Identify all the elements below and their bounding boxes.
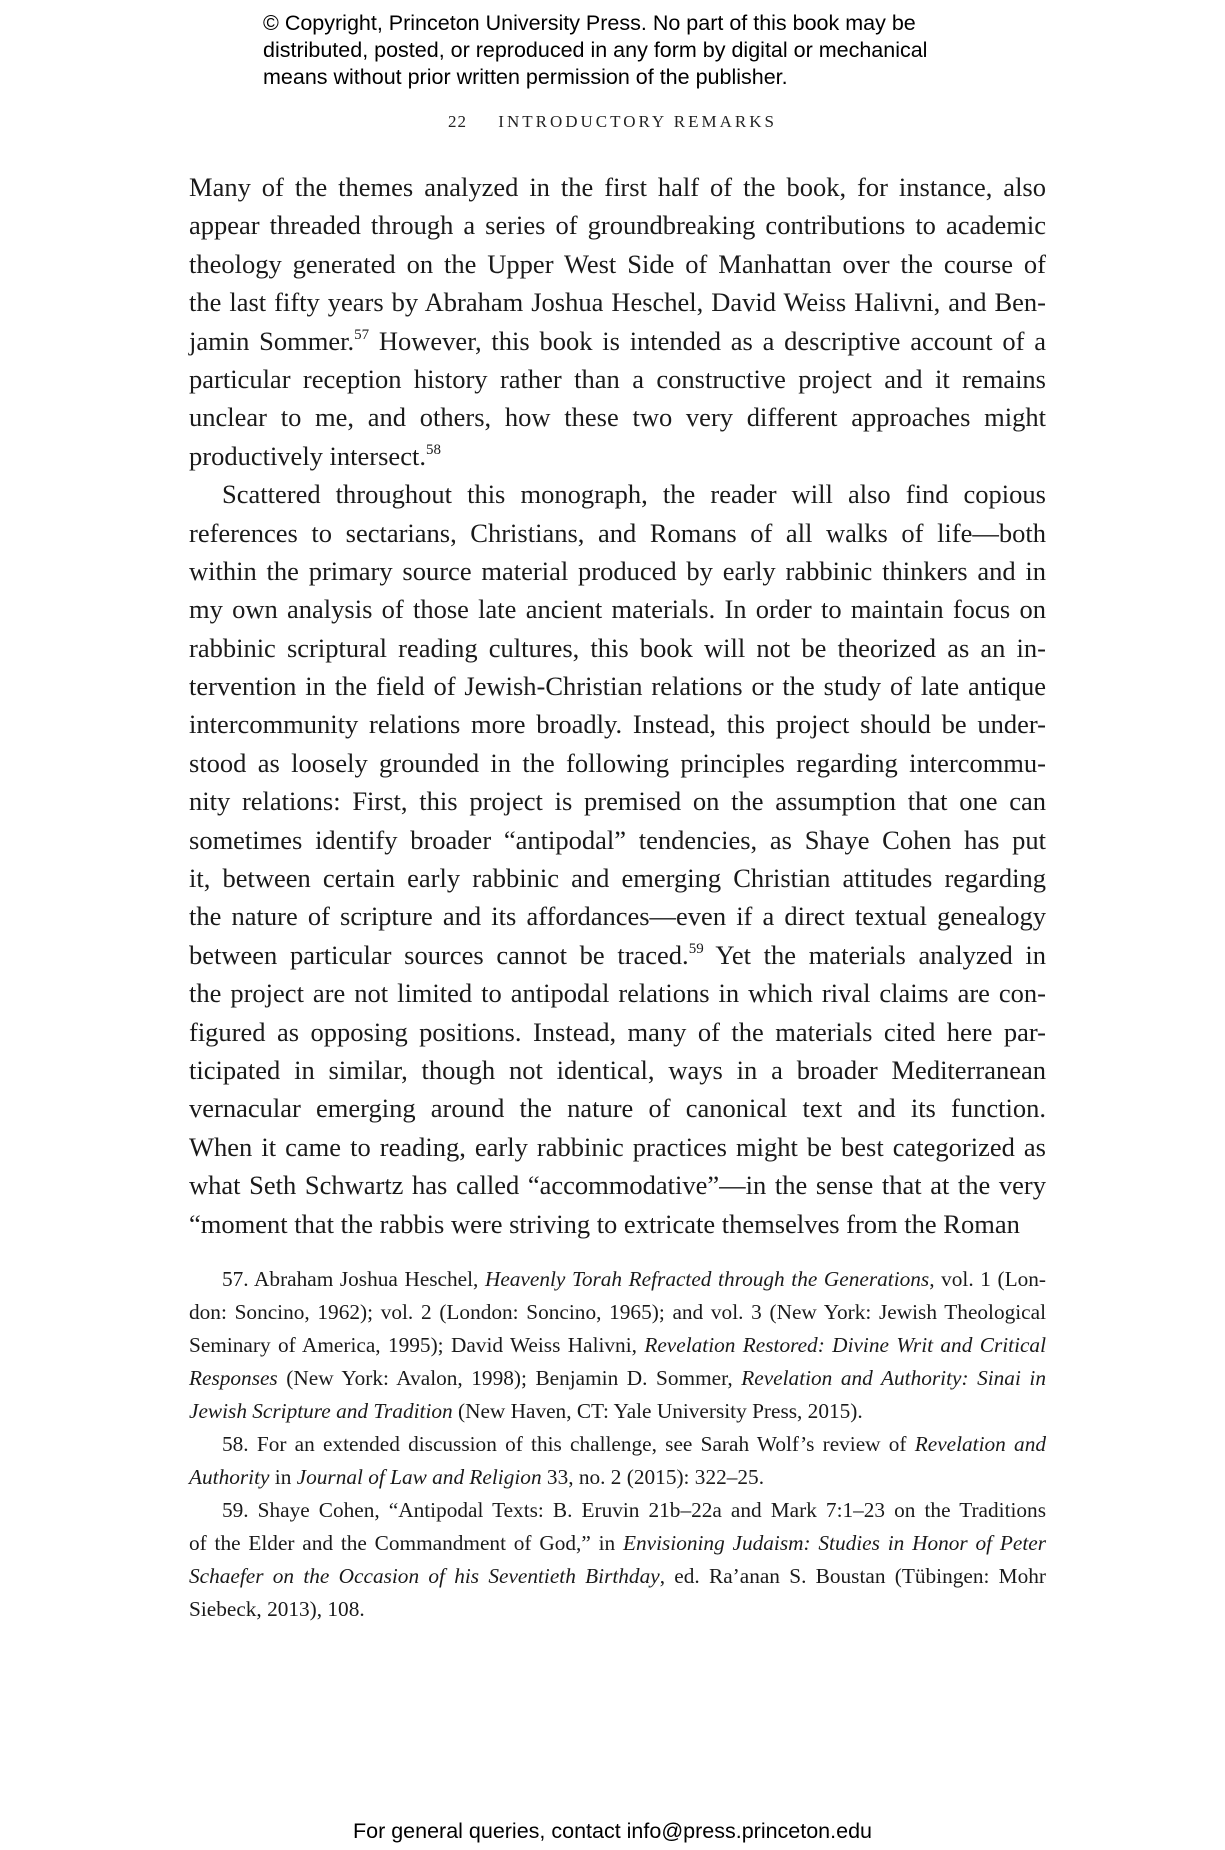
copyright-notice <box>263 10 1023 91</box>
text-line: Many of the themes analyzed in the first half of the book, for instance, also <box>189 172 1046 202</box>
italic-title: Jewish Scripture and Tradition <box>189 1399 453 1423</box>
text-line: figured as opposing positions. Instead, many of the materials cited here par- <box>189 1016 1046 1047</box>
text-line: “moment that the rabbis were striving to extricate themselves from the Roman <box>189 1208 1020 1239</box>
italic-title: Schaefer on the Occasion of his Seventieth Birthday <box>189 1564 660 1588</box>
footnote-line: Jewish Scripture and Tradition (New Haven, CT: Yale University Press, 2015). <box>189 1399 863 1423</box>
text-line: jamin Sommer.$^{57}$ However, this book is intended as a descriptive account of a <box>189 325 1047 356</box>
footer-contact: For general queries, contact info@press.princeton.edu <box>352 1819 872 1843</box>
text-line: sometimes identify broader “antipodal” tendencies, as Shaye Cohen has put <box>189 824 1046 855</box>
footnote-line: of the Elder and the Commandment of God,” in Envisioning Judaism: Studies in Honor of Peter <box>189 1531 1046 1555</box>
italic-title: Authority <box>189 1465 270 1489</box>
text-line: what Seth Schwartz has called “accommodative”—in the sense that at the very <box>189 1170 1046 1201</box>
text-line: ticipated in similar, though not identical, ways in a broader Mediterranean <box>189 1054 1046 1085</box>
copyright-line: means without prior written permission of the publisher. <box>263 65 788 89</box>
text-line: When it came to reading, early rabbinic practices might be best categorized as <box>189 1131 1046 1162</box>
text-line: Scattered throughout this monograph, the reader will also find copious <box>222 479 1046 510</box>
text-line: the project are not limited to antipodal relations in which rival claims are con- <box>189 978 1046 1009</box>
footnote-line: Seminary of America, 1995); David Weiss Halivni, Revelation Restored: Divine Writ and Critical <box>189 1333 1047 1357</box>
footnote <box>189 1263 1046 1428</box>
footnote-line: 58. For an extended discussion of this challenge, see Sarah Wolf’s review of Revelation and <box>222 1432 1046 1456</box>
page-number: 22 <box>448 112 468 131</box>
italic-title: Heavenly Torah Refracted through the Generations, <box>484 1267 935 1291</box>
text-line: particular reception history rather than a constructive project and it remains <box>189 363 1046 394</box>
footnote <box>189 1494 1046 1626</box>
text-line: tervention in the field of Jewish-Christian relations or the study of late antique <box>189 671 1046 702</box>
text-line: within the primary source material produced by early rabbinic thinkers and in <box>189 555 1046 586</box>
text-line: references to sectarians, Christians, and Romans of all walks of life—both <box>189 517 1046 548</box>
italic-title: Responses <box>189 1366 278 1390</box>
footnote-line: 57. Abraham Joshua Heschel, Heavenly Torah Refracted through the Generations, vol. 1 (Lon- <box>222 1267 1046 1291</box>
text-line: the last fifty years by Abraham Joshua Heschel, David Weiss Halivni, and Ben- <box>189 287 1046 318</box>
text-line: between particular sources cannot be traced.$^{59}$ Yet the materials analyzed in <box>189 939 1046 970</box>
footnote-line: Siebeck, 2013), 108. <box>189 1597 365 1621</box>
italic-title: Revelation Restored: Divine Writ and Critical <box>644 1333 1047 1357</box>
footnote-line: Authority in Journal of Law and Religion 33, no. 2 (2015): 322–25. <box>189 1465 765 1489</box>
text-line: rabbinic scriptural reading cultures, this book will not be theorized as an in- <box>189 632 1046 663</box>
footnote-line: Responses (New York: Avalon, 1998); Benjamin D. Sommer, Revelation and Authority: Sinai in <box>189 1366 1046 1390</box>
footnote-line: Schaefer on the Occasion of his Seventieth Birthday, ed. Ra’anan S. Boustan (Tübingen: Mohr <box>189 1564 1047 1588</box>
copyright-line: distributed, posted, or reproduced in any form by digital or mechanical <box>263 38 928 62</box>
text-line: vernacular emerging around the nature of canonical text and its function. <box>189 1093 1046 1124</box>
footnote-line: 59. Shaye Cohen, “Antipodal Texts: B. Eruvin 21b–22a and Mark 7:1–23 on the Traditions <box>222 1498 1046 1522</box>
text-line: appear threaded through a series of groundbreaking contributions to academic <box>189 210 1046 241</box>
footnote-marker[interactable]: 57 <box>354 326 370 343</box>
text-line: it, between certain early rabbinic and emerging Christian attitudes regarding <box>189 863 1046 894</box>
text-line: nity relations: First, this project is premised on the assumption that one can <box>189 786 1046 817</box>
italic-title: Journal of Law and Religion <box>296 1465 542 1489</box>
paragraph <box>189 168 1046 475</box>
text-line: intercommunity relations more broadly. Instead, this project should be under- <box>189 709 1046 740</box>
footnotes <box>189 1263 1046 1626</box>
footnote-marker[interactable]: 59 <box>688 940 704 957</box>
italic-title: Envisioning Judaism: Studies in Honor of Peter <box>622 1531 1046 1555</box>
copyright-line: © Copyright, Princeton University Press. No part of this book may be <box>263 11 916 35</box>
text-line: the nature of scripture and its affordances—even if a direct textual genealogy <box>189 901 1046 932</box>
footnote-line: don: Soncino, 1962); vol. 2 (London: Soncino, 1965); and vol. 3 (New York: Jewish Theological <box>189 1300 1046 1324</box>
italic-title: Revelation and <box>914 1432 1046 1456</box>
running-head-title: INTRODUCTORY REMARKS <box>498 112 777 131</box>
text-line: productively intersect.$^{58}$ <box>189 440 441 471</box>
italic-title: Revelation and Authority: Sinai in <box>741 1366 1046 1390</box>
text-line: unclear to me, and others, how these two very different approaches might <box>189 402 1046 433</box>
footnote <box>189 1428 1046 1494</box>
text-line: stood as loosely grounded in the following principles regarding intercommu- <box>189 747 1046 778</box>
text-line: my own analysis of those late ancient materials. In order to maintain focus on <box>189 594 1046 625</box>
text-line: theology generated on the Upper West Side of Manhattan over the course of <box>189 248 1046 279</box>
paragraph <box>189 475 1046 1243</box>
running-head <box>0 112 1225 132</box>
footnote-marker[interactable]: 58 <box>425 441 441 458</box>
body-text <box>189 168 1046 1243</box>
